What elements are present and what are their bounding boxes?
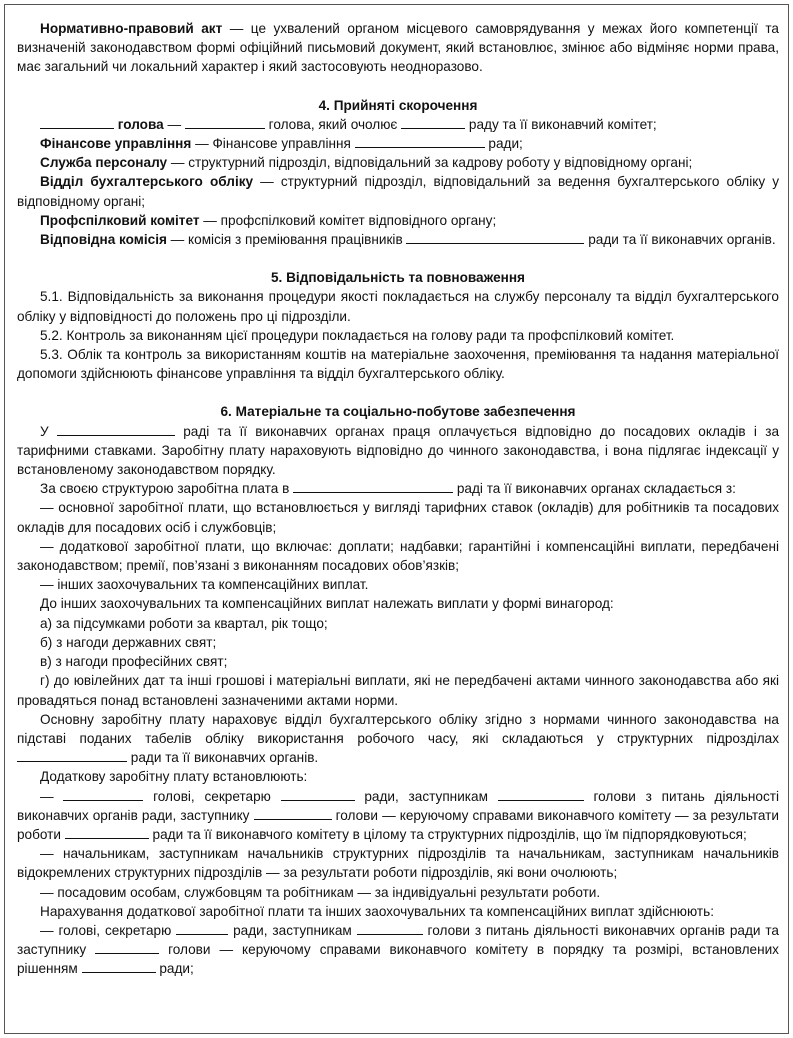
list-item: а) за підсумками роботи за квартал, рік тощо; bbox=[40, 615, 328, 631]
abbr-hr bbox=[17, 153, 779, 172]
paragraph-6-2 bbox=[17, 479, 779, 498]
abbr-term: Профспілковий комітет bbox=[40, 212, 200, 228]
list-item: — основної заробітної плати, що встановлюється у вигляді тарифних ставок (окладів) для робітників та посадових окладів для посадових осіб і службовців; bbox=[17, 500, 779, 535]
section-4-title: 4. Прийняті скорочення bbox=[318, 97, 478, 113]
list-item: — додаткової заробітної плати, що включає: доплати; надбавки; гарантійні і компенсаційні виплати, передбачені законодавством; премії, пов’язані з виконанням посадових обов’язків; bbox=[17, 538, 779, 574]
definition-text: — це ухвалений органом місцевого самоврядування у межах його компетенції та визначеній законодавством формі офіційний письмовий документ, який встановлює, змінює або відміняє норми права, має загальний чи локальний характер і який застосовують неодноразово. bbox=[17, 21, 779, 75]
list-item bbox=[17, 787, 779, 845]
text: ради та її виконавчих органів. bbox=[127, 750, 319, 766]
abbr-term: Відділ бухгалтерського обліку bbox=[40, 174, 254, 190]
text: ради, заступникам bbox=[354, 788, 498, 804]
text: За своєю структурою заробітна плата в bbox=[40, 481, 294, 497]
blank-field bbox=[293, 480, 453, 493]
text: голови з питань діяльності виконавчих органів ради та заступнику bbox=[17, 922, 779, 958]
paragraph-5-1: 5.1. Відповідальність за виконання процедури якості покладається на службу персоналу та відділ бухгалтерського обліку у відповідності до положень про ці підрозділи. bbox=[17, 289, 779, 324]
section-6-title: 6. Матеріальне та соціально-побутове забезпечення bbox=[220, 404, 576, 420]
blank-field bbox=[281, 788, 355, 801]
text: — голові, секретарю bbox=[40, 922, 177, 938]
page-frame bbox=[4, 4, 789, 1034]
blank-field bbox=[406, 231, 584, 244]
paragraph-6-1 bbox=[17, 422, 779, 480]
blank-field bbox=[355, 135, 485, 148]
section-5-title: 5. Відповідальність та повноваження bbox=[271, 270, 525, 286]
list-item bbox=[17, 921, 779, 979]
list-item: — начальникам, заступникам начальників структурних підрозділів та начальникам, заступникам начальників відокремлених структурних підрозділів — за результати роботи підрозділів, які вони очолюють; bbox=[17, 846, 779, 881]
text: раді та її виконавчих органах праця оплачується відповідно до посадових окладів і за тарифними ставками. Заробітну плату нараховують відповідно до чинного законодавства, і вона підлягає індексації у встановленому законодавством порядку. bbox=[17, 423, 779, 478]
paragraph bbox=[17, 710, 779, 768]
blank-field bbox=[357, 922, 423, 935]
text: Основну заробітну плату нараховує відділ бухгалтерського обліку згідно з нормами чинного законодавства на підставі поданих табелів обліку використання робочого часу, які складаються у структурних підрозділах bbox=[17, 711, 779, 746]
text: раді та її виконавчих органах складається з: bbox=[453, 481, 736, 497]
blank-field bbox=[57, 423, 175, 436]
abbr-text: раду та її виконавчий комітет; bbox=[465, 116, 657, 132]
abbr-text: — bbox=[163, 116, 185, 132]
text: ради; bbox=[155, 961, 194, 977]
abbr-term: Фінансове управління bbox=[40, 136, 192, 152]
abbr-union bbox=[17, 211, 779, 230]
blank-field bbox=[95, 941, 159, 954]
abbr-commission bbox=[17, 230, 779, 249]
abbr-text: ради та її виконавчих органів. bbox=[584, 232, 776, 248]
paragraph-5-2: 5.2. Контроль за виконанням цієї процедури покладається на голову ради та профспілковий комітет. bbox=[40, 327, 675, 343]
abbr-text: — структурний підрозділ, відповідальний за кадрову роботу у відповідному органі; bbox=[167, 155, 693, 171]
abbr-text: — профспілковий комітет відповідного органу; bbox=[199, 212, 497, 228]
abbr-term: Служба персоналу bbox=[40, 155, 168, 171]
text: У bbox=[40, 423, 57, 439]
list-item: б) з нагоди державних свят; bbox=[40, 634, 217, 650]
abbr-term: голова bbox=[117, 116, 164, 132]
blank-field bbox=[254, 807, 332, 820]
blank-field bbox=[82, 960, 156, 973]
abbr-accounting bbox=[17, 172, 779, 210]
list-item: в) з нагоди професійних свят; bbox=[40, 654, 228, 670]
paragraph: Додаткову заробітну плату встановлюють: bbox=[40, 769, 308, 785]
text: голови — керуючому справами виконавчого комітету — за результати роботи bbox=[17, 807, 779, 842]
definition-paragraph bbox=[17, 19, 779, 77]
list-item: г) до ювілейних дат та інші грошові і матеріальні виплати, які не передбачені актами чинного законодавства або які провадяться понад встановлені зазначеними актами норми. bbox=[17, 673, 779, 708]
blank-field bbox=[17, 749, 127, 762]
paragraph-5-3: 5.3. Облік та контроль за використанням коштів на матеріальне заохочення, преміювання та надання матеріальної допомоги здійснюють фінансове управління та відділ бухгалтерського обліку. bbox=[17, 347, 779, 382]
abbr-head bbox=[17, 115, 779, 134]
definition-term: Нормативно-правовий акт bbox=[40, 21, 223, 36]
abbr-text: ради; bbox=[484, 136, 523, 152]
abbr-term: Відповідна комісія bbox=[40, 232, 167, 248]
abbr-text: — Фінансове управління bbox=[191, 136, 355, 152]
abbr-text: голова, який очолює bbox=[264, 116, 402, 132]
paragraph: Нарахування додаткової заробітної плати та інших заохочувальних та компенсаційних виплат здійснюють: bbox=[40, 903, 714, 919]
text: голові, секретарю bbox=[143, 788, 281, 804]
document-body bbox=[17, 19, 779, 979]
blank-field bbox=[498, 788, 584, 801]
blank-field bbox=[185, 116, 265, 129]
abbr-finance bbox=[17, 134, 779, 153]
text: ради та її виконавчого комітету в цілому та структурних підрозділів, що їм підпорядковуються; bbox=[148, 826, 747, 842]
blank-field bbox=[401, 116, 465, 129]
text: голови з питань діяльності виконавчих органів ради, заступнику bbox=[17, 788, 779, 823]
text: — bbox=[40, 788, 64, 804]
blank-field bbox=[65, 826, 149, 839]
blank-field bbox=[176, 922, 228, 935]
text: ради, заступникам bbox=[228, 922, 357, 938]
list-item: — посадовим особам, службовцям та робітникам — за індивідуальні результати роботи. bbox=[40, 884, 601, 900]
blank-field bbox=[40, 116, 114, 129]
abbr-text: — комісія з преміювання працівників bbox=[166, 232, 407, 248]
abbr-text: — структурний підрозділ, відповідальний за ведення бухгалтерського обліку у відповідному органі; bbox=[17, 174, 779, 209]
text: голови — керуючому справами виконавчого комітету в порядку та розмірі, встановлених рішенням bbox=[17, 942, 779, 977]
blank-field bbox=[63, 788, 143, 801]
list-item: — інших заохочувальних та компенсаційних виплат. bbox=[40, 577, 369, 593]
paragraph: До інших заохочувальних та компенсаційних виплат належать виплати у формі винагород: bbox=[40, 596, 614, 612]
